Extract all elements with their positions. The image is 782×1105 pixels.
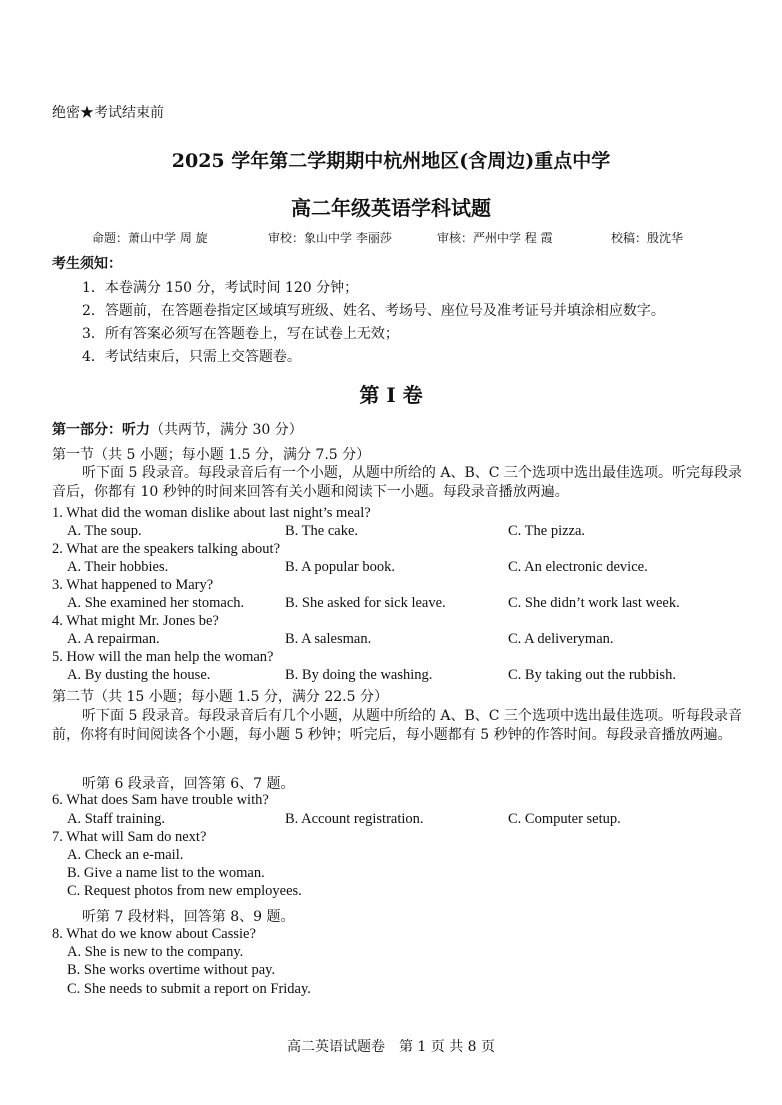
notice-item: 3．所有答案必须写在答题卷上，写在试卷上无效； <box>82 326 399 342</box>
credit-proofreader: 审校：象山中学 李丽莎 <box>268 231 392 245</box>
section1-title: 第一节（共 5 小题；每小题 1.5 分，满分 7.5 分） <box>52 447 371 463</box>
exam-title: 2025 学年第二学期期中杭州地区(含周边)重点中学 <box>171 150 611 172</box>
page-footer: 高二英语试题卷 第 1 页 共 8 页 <box>286 1039 496 1055</box>
question-stem: 5. How will the man help the woman? <box>52 649 274 665</box>
option-b: B. Account registration. <box>285 811 424 827</box>
option-b: B. The cake. <box>285 523 359 539</box>
section2-instructions: 听下面 5 段录音。每段录音后有几个小题，从题中所给的 A、B、C 三个选项中选出最佳选项。听每段录音前，你将有时间阅读各个小题，每小题 5 秒钟；听完后，每小题都有 5 秒钟的作答时间。每段录音播放两遍。 <box>52 708 742 743</box>
option-a: A. She examined her stomach. <box>67 595 245 611</box>
option-a: A. By dusting the house. <box>67 667 211 683</box>
option-b: B. A salesman. <box>285 631 372 647</box>
section2-title: 第二节（共 15 小题；每小题 1.5 分，满分 22.5 分） <box>52 689 388 705</box>
credit-reviewer: 审核：严州中学 程 霞 <box>437 231 553 245</box>
question-stem: 7. What will Sam do next? <box>52 829 207 845</box>
part1-heading <box>52 419 303 439</box>
option-a: A. A repairman. <box>67 631 160 647</box>
notice-item: 1．本卷满分 150 分，考试时间 120 分钟； <box>82 280 359 296</box>
option-a: A. Staff training. <box>67 811 165 827</box>
question-stem: 2. What are the speakers talking about? <box>52 541 281 557</box>
group-6-7-instruction: 听第 6 段录音，回答第 6、7 题。 <box>82 776 295 792</box>
group-8-9-instruction: 听第 7 段材料，回答第 8、9 题。 <box>82 909 295 925</box>
question-stem: 4. What might Mr. Jones be? <box>52 613 219 629</box>
credit-editor: 校稿：殷沈华 <box>611 231 684 245</box>
option-a: A. The soup. <box>67 523 142 539</box>
option-c: C. A deliveryman. <box>508 631 614 647</box>
option-b: B. She asked for sick leave. <box>285 595 446 611</box>
exam-subtitle: 高二年级英语学科试题 <box>291 196 491 220</box>
option-a: A. Check an e-mail. <box>67 847 184 863</box>
option-a: A. She is new to the company. <box>67 944 244 960</box>
section1-instructions: 听下面 5 段录音。每段录音后有一个小题，从题中所给的 A、B、C 三个选项中选出最佳选项。听完每段录音后，你都有 10 秒钟的时间来回答有关小题和阅读下一小题。每段录音播放两遍。 <box>52 465 742 500</box>
notice-item: 2．答题前，在答题卷指定区域填写班级、姓名、考场号、座位号及准考证号并填涂相应数字。 <box>82 303 665 319</box>
notice-item: 4．考试结束后，只需上交答题卷。 <box>82 349 301 365</box>
option-b: B. Give a name list to the woman. <box>67 865 265 881</box>
option-c: C. Request photos from new employees. <box>67 883 302 899</box>
option-b: B. A popular book. <box>285 559 395 575</box>
option-b: B. By doing the washing. <box>285 667 433 683</box>
question-stem: 6. What does Sam have trouble with? <box>52 792 269 808</box>
part1-heading-bold: 第一部分：听力 <box>52 422 150 438</box>
option-c: C. By taking out the rubbish. <box>508 667 676 683</box>
confidential-label: 绝密★考试结束前 <box>52 105 164 121</box>
credit-author: 命题：萧山中学 周 旋 <box>92 231 208 245</box>
option-c: C. She didn’t work last week. <box>508 595 680 611</box>
option-c: C. The pizza. <box>508 523 586 539</box>
question-stem: 3. What happened to Mary? <box>52 577 214 593</box>
notice-heading: 考生须知： <box>52 256 122 272</box>
option-c: C. An electronic device. <box>508 559 648 575</box>
part1-heading-rest: （共两节，满分 30 分） <box>150 422 303 438</box>
question-stem: 1. What did the woman dislike about last night’s meal? <box>52 505 371 521</box>
volume-title: 第 I 卷 <box>359 383 423 407</box>
option-c: C. She needs to submit a report on Friday. <box>67 981 311 997</box>
option-b: B. She works overtime without pay. <box>67 962 276 978</box>
option-a: A. Their hobbies. <box>67 559 169 575</box>
option-c: C. Computer setup. <box>508 811 621 827</box>
question-stem: 8. What do we know about Cassie? <box>52 926 256 942</box>
